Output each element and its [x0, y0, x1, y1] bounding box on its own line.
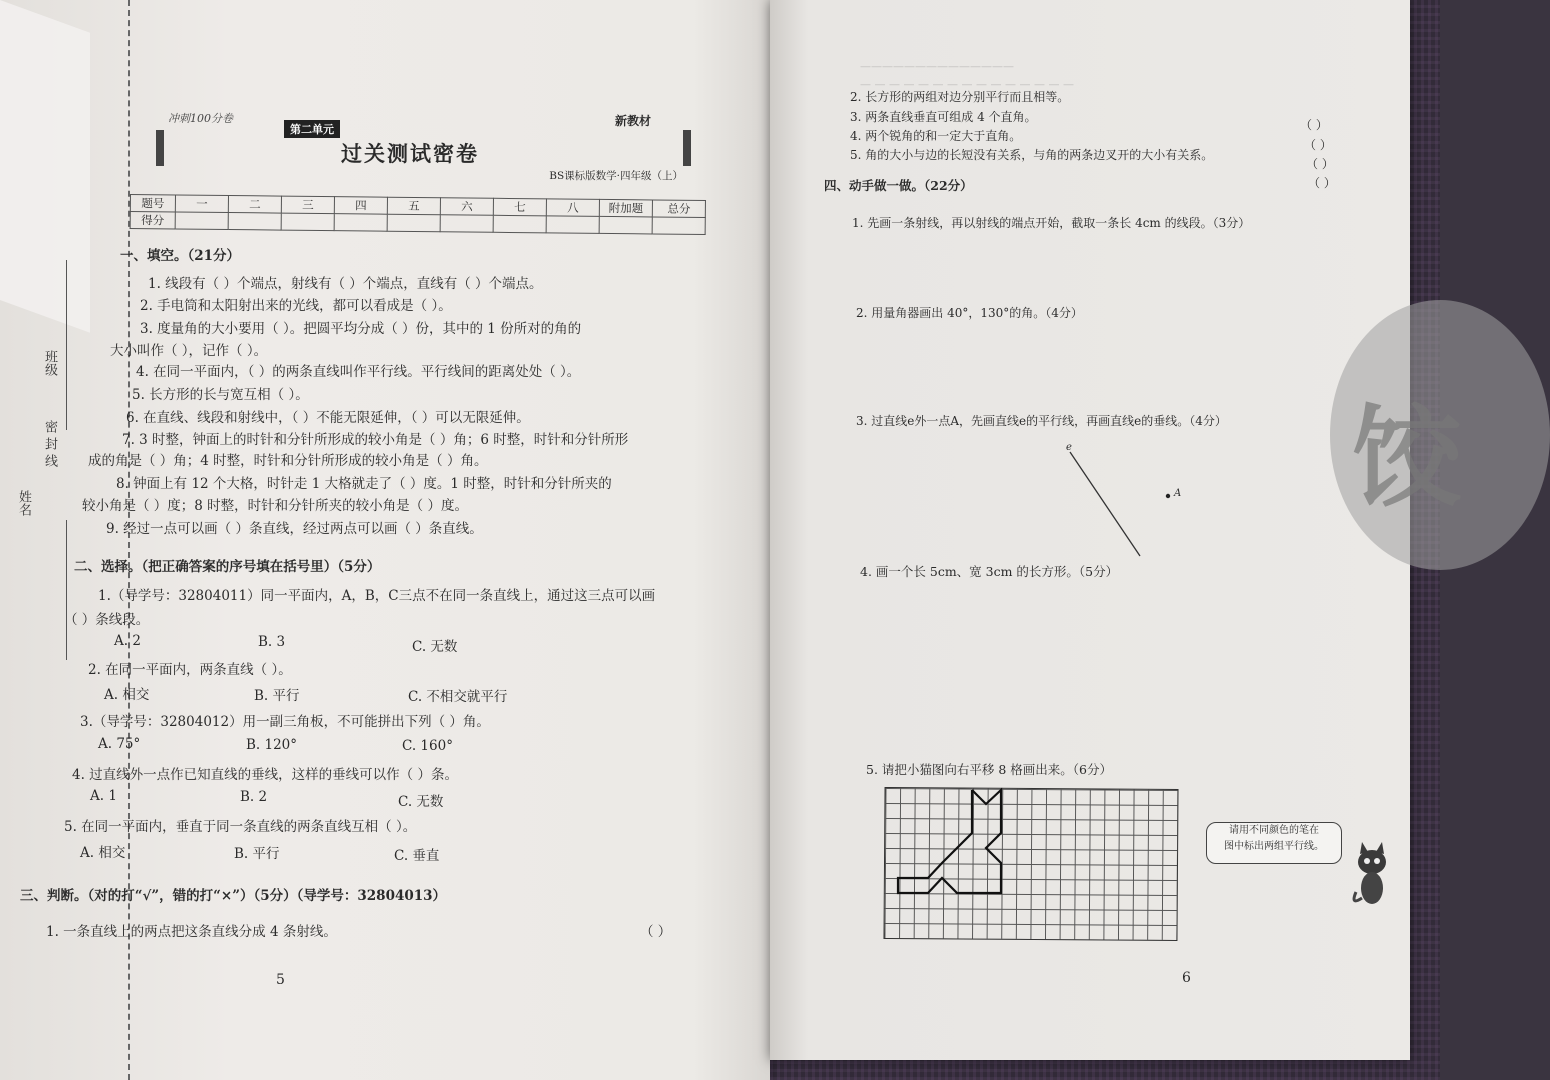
score-blank[interactable] [546, 216, 599, 234]
fill-item: 8. 钟面上有 12 个大格，时针走 1 大格就走了（ ）度。1 时整，时针和分针所夹的 [116, 476, 612, 492]
drawing-task: 5. 请把小猫图向右平移 8 格画出来。（6分） [866, 762, 1113, 777]
score-blank[interactable] [228, 213, 281, 231]
judge-item: 4. 两个锐角的和一定大于直角。 [850, 129, 1022, 143]
choice-option[interactable]: A. 相交 [80, 845, 126, 861]
drawing-task: 4. 画一个长 5cm、宽 3cm 的长方形。（5分） [860, 564, 1119, 579]
score-cell: 四 [334, 197, 387, 215]
name-rule [66, 520, 67, 660]
score-blank[interactable] [387, 214, 440, 232]
fill-item: 大小叫作（ ），记作（ ）。 [110, 343, 268, 359]
choice-option[interactable]: B. 120° [246, 737, 298, 753]
fill-item: 5. 长方形的长与宽互相（ ）。 [132, 387, 309, 403]
section1-title: 一、填空。（21分） [120, 248, 241, 264]
fill-item: 2. 手电筒和太阳射出来的光线，都可以看成是（ ）。 [140, 298, 452, 314]
judge-item: 5. 角的大小与边的长短没有关系，与角的两条边叉开的大小有关系。 [850, 148, 1214, 162]
choice-option[interactable]: C. 不相交就平行 [408, 689, 508, 705]
score-cell: 七 [493, 198, 546, 216]
fill-item: 1. 线段有（ ）个端点，射线有（ ）个端点，直线有（ ）个端点。 [148, 276, 543, 292]
fill-item: 6. 在直线、线段和射线中，（ ）不能无限延伸，（ ）可以无限延伸。 [126, 410, 530, 426]
name-label: 姓名 [16, 490, 31, 516]
unit-badge: 第二单元 [284, 120, 340, 138]
left-page [0, 0, 770, 1080]
page-number-left: 5 [276, 972, 285, 988]
score-blank[interactable] [493, 215, 546, 233]
score-blank[interactable] [652, 217, 705, 235]
cat-outline [898, 790, 1001, 893]
choice-option[interactable]: A. 2 [114, 633, 141, 649]
score-blank[interactable] [599, 216, 652, 234]
score-cell: 八 [546, 199, 599, 217]
score-cell: 附加题 [599, 199, 652, 217]
header-bar-right [683, 130, 691, 166]
choice-option[interactable]: C. 垂直 [394, 848, 440, 864]
choice-option[interactable]: B. 平行 [234, 846, 280, 862]
line-e-label: e [1066, 442, 1072, 453]
choice-option[interactable]: B. 平行 [254, 688, 300, 704]
score-cell: 二 [228, 196, 281, 214]
score-cell: 六 [440, 198, 493, 216]
watermark-stamp-text: 饺 [1352, 393, 1462, 522]
class-label: 班级 [42, 350, 57, 376]
cat-figure [884, 788, 1176, 938]
judge-answer-paren[interactable]: （ ） [1304, 138, 1332, 152]
judge-answer-paren[interactable]: （ ） [1306, 157, 1334, 171]
judge-answer-paren[interactable]: （ ） [1300, 118, 1328, 132]
fill-item: 3. 度量角的大小要用（ ）。把圆平均分成（ ）份，其中的 1 份所对的角的 [140, 321, 582, 337]
exam-header [156, 112, 691, 182]
fill-item: 成的角是（ ）角；4 时整，时针和分针所形成的较小角是（ ）角。 [88, 453, 488, 469]
drawing-task: 3. 过直线e外一点A，先画直线e的平行线，再画直线e的垂线。（4分） [856, 414, 1227, 428]
point-a [1166, 494, 1170, 498]
choice-question: 3.（导学号：32804012）用一副三角板，不可能拼出下列（ ）角。 [80, 714, 490, 730]
hint-line1: 请用不同颜色的笔在 [1229, 825, 1319, 836]
judge-item: 3. 两条直线垂直可组成 4 个直角。 [850, 110, 1037, 124]
score-row-label: 得分 [130, 212, 175, 229]
hint-bubble [1206, 822, 1342, 864]
seal-dashed-line [128, 0, 130, 1080]
page-number-right: 6 [1182, 970, 1191, 986]
new-textbook-label: 新教材 [614, 114, 651, 128]
choice-option[interactable]: B. 3 [258, 634, 286, 650]
score-blank[interactable] [440, 215, 493, 233]
class-rule [66, 260, 67, 430]
choice-option[interactable]: A. 相交 [104, 687, 150, 703]
line-e [1070, 452, 1140, 556]
score-cell: 三 [281, 196, 334, 214]
point-a-label: A [1174, 488, 1182, 499]
header-bar-left [156, 130, 164, 166]
drawing-task: 1. 先画一条射线，再以射线的端点开始，截取一条长 4cm 的线段。（3分） [852, 216, 1251, 230]
fill-item: 4. 在同一平面内，（ ）的两条直线叫作平行线。平行线间的距离处处（ ）。 [136, 364, 581, 380]
choice-option[interactable]: A. 75° [98, 736, 141, 752]
choice-question: 5. 在同一平面内，垂直于同一条直线的两条直线互相（ ）。 [64, 819, 417, 835]
score-cell: 题号 [130, 195, 175, 212]
score-blank[interactable] [334, 214, 387, 232]
hint-line2: 图中标出两组平行线。 [1224, 841, 1324, 852]
cat-mascot-icon [1346, 842, 1396, 912]
fill-item: 7. 3 时整，钟面上的时针和分针所形成的较小角是（ ）角；6 时整，时针和分针所形 [122, 432, 629, 448]
judge-item: 2. 长方形的两组对边分别平行而且相等。 [850, 90, 1070, 104]
line-e-figure [1060, 440, 1200, 570]
judge-item: 1. 一条直线上的两点把这条直线分成 4 条射线。 [46, 924, 337, 940]
section3-title: 三、判断。（对的打“√”，错的打“×”）（5分）（导学号：32804013） [20, 888, 447, 904]
choice-question: 1.（导学号：32804011）同一平面内，A，B，C三点不在同一条直线上，通过这三点可以画 [98, 588, 656, 604]
choice-option[interactable]: C. 无数 [412, 639, 458, 655]
choice-question: （ ）条线段。 [64, 612, 150, 628]
choice-option[interactable]: A. 1 [90, 788, 117, 804]
fill-item: 9. 经过一点可以画（ ）条直线，经过两点可以画（ ）条直线。 [106, 521, 483, 537]
score-table [130, 194, 706, 235]
score-cell: 五 [387, 197, 440, 215]
choice-question: 2. 在同一平面内，两条直线（ ）。 [88, 662, 292, 678]
score-cell: 总分 [652, 200, 705, 218]
judge-answer-paren[interactable]: （ ） [1308, 176, 1336, 190]
score-cell: 一 [175, 195, 228, 213]
section4-title: 四、动手做一做。（22分） [824, 178, 973, 193]
judge-answer-paren[interactable]: （ ） [640, 924, 672, 940]
choice-option[interactable]: C. 无数 [398, 794, 444, 810]
drawing-task: 2. 用量角器画出 40°，130°的角。（4分） [856, 306, 1083, 320]
choice-option[interactable]: B. 2 [240, 789, 268, 805]
score-blank[interactable] [175, 212, 228, 230]
score-blank[interactable] [281, 213, 334, 231]
exam-subtitle: BS课标版数学·四年级（上） [549, 170, 683, 182]
choice-question: 4. 过直线外一点作已知直线的垂线，这样的垂线可以作（ ）条。 [72, 767, 458, 783]
seal-label: 密 封 线 [42, 420, 57, 468]
section2-title: 二、选择。（把正确答案的序号填在括号里）（5分） [74, 559, 381, 575]
choice-option[interactable]: C. 160° [402, 738, 453, 754]
exam-title: 过关测试密卷 [341, 141, 479, 166]
fill-item: 较小角是（ ）度；8 时整，时针和分针所夹的较小角是（ ）度。 [82, 498, 468, 514]
brand-label: 冲刺100分卷 [168, 112, 233, 125]
right-page: —————————————— — — — — — — — — — — — — — — — [770, 0, 1410, 1060]
underlying-sheet [0, 0, 90, 333]
